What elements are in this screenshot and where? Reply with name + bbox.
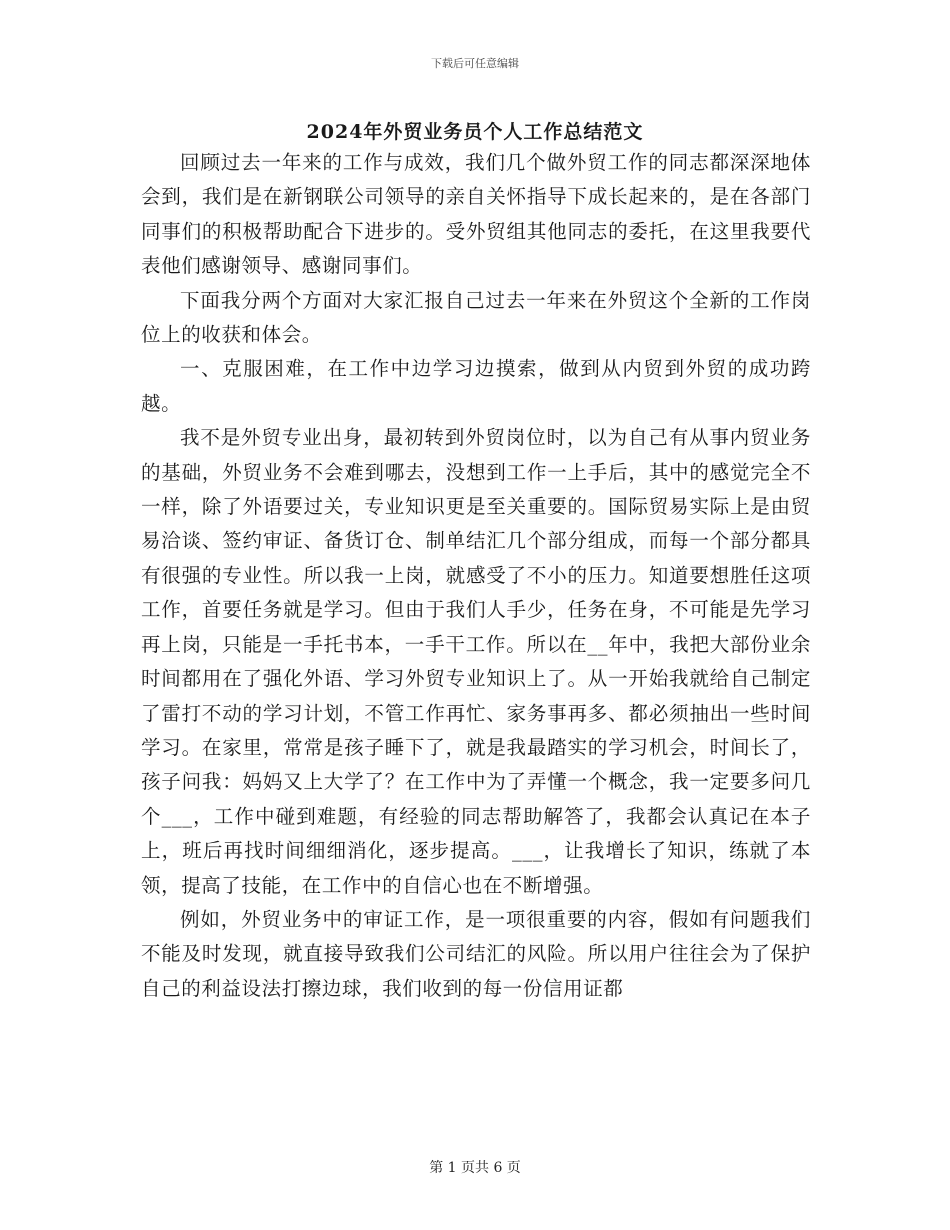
paragraph-5: 例如，外贸业务中的审证工作，是一项很重要的内容，假如有问题我们不能及时发现，就直接导致我们公司结汇的风险。所以用户往往会为了保护自己的利益设法打擦边球，我们收到的每一份信用证都 bbox=[141, 907, 811, 1000]
header-note: 下载后可任意编辑 bbox=[431, 57, 519, 70]
document-body bbox=[141, 146, 811, 1006]
document-title: 2024年外贸业务员个人工作总结范文 bbox=[306, 121, 644, 143]
paragraph-2: 下面我分两个方面对大家汇报自己过去一年来在外贸这个全新的工作岗位上的收获和体会。 bbox=[141, 288, 811, 347]
paragraph-3: 一、克服困难，在工作中边学习边摸索，做到从内贸到外贸的成功跨越。 bbox=[141, 357, 811, 415]
paragraph-1: 回顾过去一年来的工作与成效，我们几个做外贸工作的同志都深深地体会到，我们是在新钢联公司领导的亲自关怀指导下成长起来的，是在各部门同事们的积极帮助配合下进步的。受外贸组其他同志的委托，在这里我要代表他们感谢领导、感谢同事们。 bbox=[141, 151, 811, 278]
page-number: 第 1 页共 6 页 bbox=[429, 1160, 521, 1176]
paragraph-4: 我不是外贸专业出身，最初转到外贸岗位时，以为自己有从事内贸业务的基础，外贸业务不会难到哪去，没想到工作一上手后，其中的感觉完全不一样，除了外语要过关，专业知识更是至关重要的。国际贸易实际上是由贸易洽谈、签约审证、备货订仓、制单结汇几个部分组成，而每一个部分都具有很强的专业性。所以我一上岗，就感受了不小的压力。知道要想胜任这项工作，首要任务就是学习。但由于我们人手少，任务在身，不可能是先学习再上岗，只能是一手托书本，一手干工作。所以在__年中，我把大部份业余时间都用在了强化外语、学习外贸专业知识上了。从一开始我就给自己制定了雷打不动的学习计划，不管工作再忙、家务事再多、都必须抽出一些时间学习。在家里，常常是孩子睡下了，就是我最踏实的学习机会，时间长了，孩子问我：妈妈又上大学了？在工作中为了弄懂一个概念，我一定要多问几个___，工作中碰到难题，有经验的同志帮助解答了，我都会认真记在本子上，班后再找时间细细消化，逐步提高。___，让我增长了知识，练就了本领，提高了技能，在工作中的自信心也在不断增强。 bbox=[141, 426, 811, 897]
